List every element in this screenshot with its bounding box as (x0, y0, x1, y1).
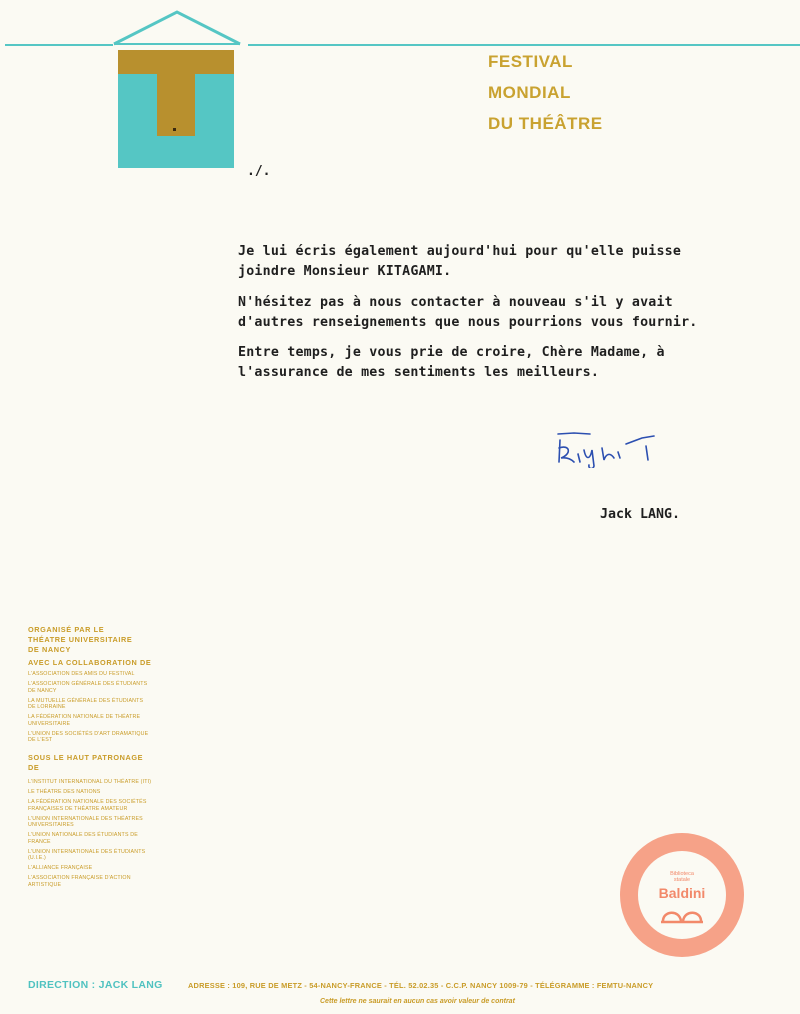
festival-title-line: DU THÉÂTRE (488, 114, 603, 133)
letter-paragraph (238, 293, 798, 333)
open-book-icon (660, 905, 704, 925)
letter-paragraph (238, 242, 798, 282)
sidebar-heading: ORGANISÉ PAR LE (28, 625, 105, 634)
sidebar-item-line: UNIVERSITAIRE (28, 720, 71, 727)
theatre-t-logo-icon (110, 8, 245, 170)
sidebar-item-line: LE THÉATRE DES NATIONS (28, 789, 101, 795)
sidebar-item-line: UNIVERSITAIRES (28, 822, 74, 828)
sidebar-item-line: DE LORRAINE (28, 704, 66, 710)
library-stamp (620, 833, 744, 957)
sidebar-item-line: LA MUTUELLE GÉNÉRALE DES ÉTUDIANTS (28, 697, 144, 704)
sidebar-item-line: ARTISTIQUE (28, 881, 62, 888)
festival-title (488, 52, 748, 145)
sidebar-item-line: L'UNION INTERNATIONALE DES THÉATRES (28, 815, 143, 822)
sidebar-organisations (28, 625, 173, 892)
sidebar-heading: SOUS LE HAUT PATRONAGE (28, 753, 144, 762)
letterhead-rule-right (248, 44, 800, 46)
letter-line: joindre Monsieur KITAGAMI. (238, 264, 452, 279)
sidebar-heading: THÉATRE UNIVERSITAIRE (28, 635, 133, 644)
sidebar-item (28, 671, 173, 678)
sidebar-item (28, 681, 173, 694)
letter-line: Entre temps, je vous prie de croire, Chère Madame, à (238, 345, 665, 360)
sidebar-item-line: DE NANCY (28, 687, 57, 694)
sidebar-item-line: (U.I.E.) (28, 855, 46, 861)
sidebar-item-line: FRANCE (28, 838, 51, 845)
handwritten-signature-icon (552, 424, 664, 468)
sidebar-heading: DE (28, 763, 40, 772)
sidebar-item (28, 875, 173, 888)
disclaimer-line: Cette lettre ne saurait en aucun cas avoir valeur de contrat (320, 998, 515, 1005)
stamp-small-text (638, 871, 726, 883)
sidebar-item (28, 789, 173, 796)
sidebar-item-line: L'UNION INTERNATIONALE DES ÉTUDIANTS (28, 848, 146, 855)
letter-line: Je lui écris également aujourd'hui pour qu'elle puisse (238, 244, 682, 259)
sidebar-item-line: L'ASSOCIATION GÉNÉRALE DES ÉTUDIANTS (28, 681, 148, 687)
sidebar-item (28, 731, 173, 744)
sidebar-item (28, 714, 173, 727)
sidebar-item-line: DE L'EST (28, 737, 53, 743)
letter-paragraph (238, 343, 798, 383)
stamp-small-line: Biblioteca (670, 871, 694, 877)
signer-name: Jack LANG. (600, 507, 681, 522)
sidebar-item (28, 779, 173, 786)
sidebar-item-line: L'ASSOCIATION FRANÇAISE D'ACTION (28, 875, 131, 881)
stamp-name: Baldini (658, 885, 706, 901)
sidebar-item-line: FRANÇAISES DE THÉATRE AMATEUR (28, 805, 128, 812)
sidebar-item-line: L'INSTITUT INTERNATIONAL DU THÉATRE (ITI) (28, 779, 152, 785)
letterhead-rule-left (5, 44, 113, 46)
address-line: ADRESSE : 109, RUE DE METZ - 54-NANCY-FRANCE - TÉL. 52.02.35 - C.C.P. NANCY 1009-79 - TÉLÉGRAMME : FEMTU-NANCY (188, 981, 654, 990)
sidebar-item-line: L'ALLIANCE FRANÇAISE (28, 865, 93, 871)
sidebar-item (28, 849, 173, 862)
stamp-small-line: statale (673, 877, 691, 883)
letter-line: N'hésitez pas à nous contacter à nouveau s'il y avait (238, 295, 673, 310)
sidebar-item (28, 865, 173, 872)
letter-line: d'autres renseignements que nous pourrions vous fournir. (238, 315, 698, 330)
sidebar-item-line: LA FÉDÉRATION NATIONALE DES SOCIÉTÉS (28, 799, 147, 805)
letter-line: l'assurance de mes sentiments les meilleurs. (238, 365, 600, 380)
sidebar-item-line: L'ASSOCIATION DES AMIS DU FESTIVAL (28, 671, 135, 677)
sidebar-heading: DE NANCY (28, 645, 71, 654)
sidebar-item (28, 698, 173, 711)
continuation-mark: ./. (247, 164, 271, 179)
sidebar-heading: AVEC LA COLLABORATION DE (28, 658, 152, 667)
sidebar-item-line: LA FÉDÉRATION NATIONALE DE THÉATRE (28, 714, 141, 720)
sidebar-item (28, 832, 173, 845)
festival-title-line: MONDIAL (488, 83, 571, 102)
sidebar-item (28, 799, 173, 812)
festival-title-line: FESTIVAL (488, 52, 573, 71)
sidebar-item (28, 816, 173, 829)
sidebar-item-line: L'UNION DES SOCIÉTÉS D'ART DRAMATIQUE (28, 730, 149, 737)
direction-label: DIRECTION : JACK LANG (28, 979, 163, 991)
stamp-inner (638, 851, 726, 939)
sidebar-item-line: L'UNION NATIONALE DES ÉTUDIANTS DE (28, 832, 138, 838)
